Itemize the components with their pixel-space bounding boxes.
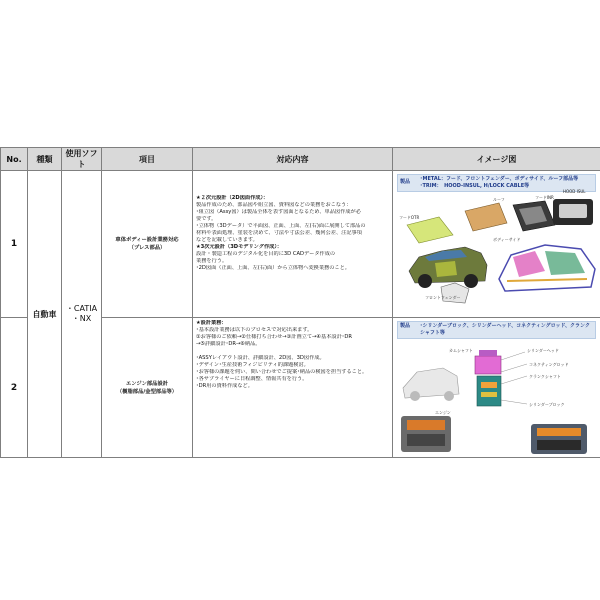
product-tag: 製品 xyxy=(400,179,411,185)
software-item: ・NX xyxy=(71,314,92,323)
header-content: 対応内容 xyxy=(193,148,393,171)
content-heading: ★設計業務： xyxy=(196,320,227,326)
engine-parts-illustration xyxy=(395,342,600,457)
wheel xyxy=(418,274,432,288)
label-camshaft: カムシャフト xyxy=(449,348,473,353)
table-row xyxy=(1,171,600,318)
content-cell xyxy=(193,318,393,458)
label-body-side: ボディーサイド xyxy=(493,237,521,242)
content-line: 業務を行う。 xyxy=(196,258,228,264)
header-image: イメージ図 xyxy=(393,148,600,171)
spec-document xyxy=(0,147,600,453)
content-heading: ★3次元設計（3Dモデリング作成）： xyxy=(196,244,283,250)
content-line: ･基本設計業務は以下のプロセスで対応出来ます。 xyxy=(196,327,313,333)
header-no: No. xyxy=(1,148,28,171)
content-line: ･立体物（3Dデータ）で平面図、正面、上面、左(右)面に展開して部品の xyxy=(196,223,366,229)
label-conrod: コネクティングロッド xyxy=(529,362,569,367)
body-parts-illustration xyxy=(395,189,600,305)
category-cell: 自動車 xyxy=(28,171,62,458)
hood-panel-gold xyxy=(465,203,507,231)
product-bar xyxy=(397,321,596,339)
item-cell xyxy=(102,318,193,458)
label-roof: ルーフ xyxy=(493,197,505,202)
label-cylinder-block: シリンダーブロック xyxy=(529,402,565,407)
label-crankshaft: クランクシャフト xyxy=(529,374,561,379)
product-line: ･シリンダーブロック、シリンダーヘッド、コネクティングロッド、クランクシャフト等 xyxy=(420,323,590,336)
image-cell xyxy=(393,171,600,318)
cylinder-head-part xyxy=(475,356,501,374)
content-line: 要です。 xyxy=(196,216,217,222)
image-cell xyxy=(393,318,600,458)
product-line: ･METAL：フード、フロントフェンダー、ボディサイド、ルーフ部品等 xyxy=(420,176,579,182)
product-tag: 製品 xyxy=(400,323,411,329)
content-line: ･DR用の資料作成など。 xyxy=(196,383,253,389)
header-type: 種類 xyxy=(28,148,62,171)
product-line: ･TRIM： HOOD-INSUL, H/LOCK CABLE等 xyxy=(420,183,530,189)
content-cell xyxy=(193,171,393,318)
software-cell xyxy=(62,171,102,458)
content-line: ･各サプライヤーに日程調整、情報共有を行う。 xyxy=(196,376,308,382)
label-hood-otr: フードOTR xyxy=(399,215,420,220)
content-line: 材料や表面処理、塗装を決めて、寸法や寸法公差、幾何公差、注記事項 xyxy=(196,230,362,236)
row-number: 1 xyxy=(1,171,28,318)
cylinder-block-part xyxy=(477,376,501,406)
content-line: ･ASSYレイアウト設計、詳細設計、2D図、3D図作成。 xyxy=(196,355,325,361)
content-line: ･お客様の課題を伺い、問い合わせでご提案･納品の検図を担当すること。 xyxy=(196,369,368,375)
engine-drawing xyxy=(395,342,600,457)
row-number: 2 xyxy=(1,318,28,458)
wheel xyxy=(464,274,478,288)
content-line: ①お客様のご依頼→②仕様打ち合わせ→③計画立て→④基本設計･DR xyxy=(196,334,352,340)
item-subtitle: （プレス部品） xyxy=(128,245,166,251)
content-line: ･2D図面（正面、上面、左(右)面）から立体物へ変換業務のこと。 xyxy=(196,265,350,271)
label-front-fender: フロントフェンダー xyxy=(425,295,461,300)
content-line: ･デザイン･生産技術フィジビリティ的課題検討。 xyxy=(196,362,309,368)
label-cylinder-head: シリンダーヘッド xyxy=(527,348,559,353)
content-line xyxy=(196,348,389,355)
header-item: 項目 xyxy=(102,148,193,171)
content-line: 製品作成のため、部品図や組立図、資料図などの業務をおこなう： xyxy=(196,202,352,208)
content-line: →⑤詳細設計･DR→⑥納品。 xyxy=(196,341,261,347)
content-line: などを記載していきます。 xyxy=(196,237,258,243)
content-line: ･組立図（Assy図）は製品全体を表す図面となるため、単品図作成が必 xyxy=(196,209,361,215)
car-body-drawing xyxy=(395,195,600,305)
label-hood-inr: フードINR xyxy=(535,195,554,200)
content-line: 設計・製造工程のデジタル化を目的に3D CADデータ作成の xyxy=(196,251,336,257)
label-hood-isul: HOOD ISUL xyxy=(563,189,586,194)
item-cell xyxy=(102,171,193,318)
work-table xyxy=(0,147,600,458)
item-subtitle: （樹脂部品/金型部品等） xyxy=(116,388,178,395)
software-item: ・CATIA xyxy=(65,304,98,313)
header-software: 使用ソフト xyxy=(62,148,102,171)
label-engine: エンジン xyxy=(435,410,451,415)
content-heading: ★２次元設計（2D図面作成）： xyxy=(196,195,269,201)
item-title: エンジン部品設計 xyxy=(125,380,169,387)
item-title: 車体ボディー設計業務対応 xyxy=(115,237,179,243)
header-row xyxy=(1,148,600,171)
